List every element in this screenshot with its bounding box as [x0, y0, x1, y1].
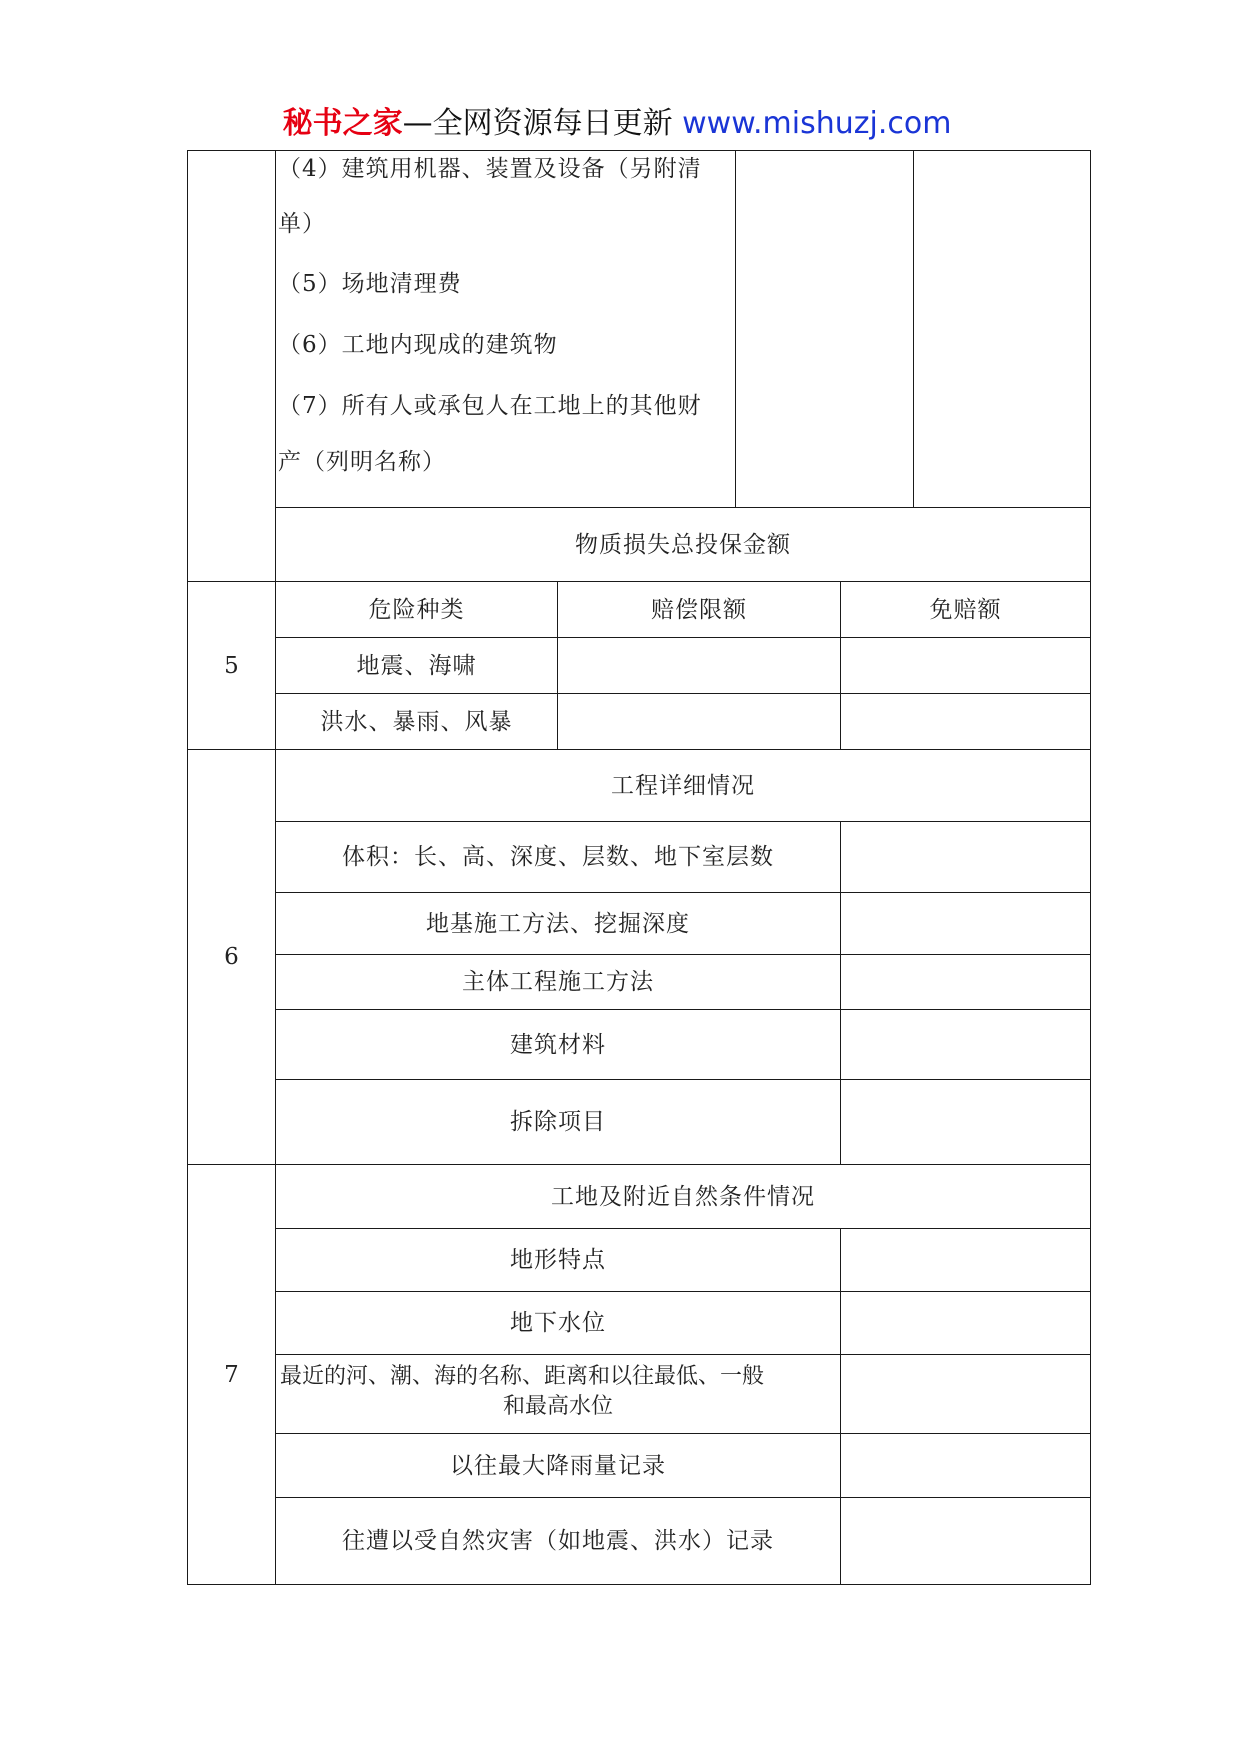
s6-row-label: 拆除项目: [510, 1109, 606, 1135]
s7-row-value-field[interactable]: [841, 1434, 1090, 1497]
s7-row-label-line2: 和最高水位: [502, 1394, 613, 1419]
s4-item-6: （6）工地内现成的建筑物: [278, 332, 558, 358]
s4-item-7-line2: 产（列明名称）: [278, 449, 446, 475]
s7-row-value-field[interactable]: [841, 1229, 1090, 1291]
s7-row-label-line1: 最近的河、潮、海的名称、距离和以往最低、一般: [280, 1364, 765, 1389]
s4-divider-1: [735, 150, 736, 507]
s6-row-value-field[interactable]: [841, 1080, 1090, 1164]
s5-row-limit-field[interactable]: [558, 638, 840, 693]
s6-row-label: 体积：长、高、深度、层数、地下室层数: [342, 844, 774, 870]
s5-row-type: 洪水、暴雨、风暴: [320, 708, 513, 735]
s5-header-type: 危险种类: [368, 596, 465, 623]
brand-name: 秘书之家: [282, 106, 403, 141]
s4-divider-2: [913, 150, 914, 507]
page-header: [0, 104, 1234, 144]
table-border-bottom: [187, 1584, 1091, 1585]
s5-header-deductible: 免赔额: [929, 596, 1002, 623]
s6-number: 6: [224, 944, 239, 970]
s7-row-label: 地形特点: [510, 1247, 606, 1273]
s4-item-7-line1: （7）所有人或承包人在工地上的其他财: [278, 393, 702, 419]
s7-row-value-field[interactable]: [841, 1498, 1090, 1584]
s7-title: 工地及附近自然条件情况: [551, 1183, 815, 1210]
s4-item-4-line2: 单）: [278, 211, 326, 237]
s5-header-limit: 赔偿限额: [651, 596, 747, 623]
site-url-link[interactable]: www.mishuzj.com: [682, 106, 952, 141]
s5-row-type: 地震、海啸: [356, 652, 477, 679]
s6-row-value-field[interactable]: [841, 1010, 1090, 1079]
s7-row-label: 往遭以受自然灾害（如地震、洪水）记录: [342, 1528, 774, 1554]
s4-item-4-line1: （4）建筑用机器、装置及设备（另附清: [278, 156, 702, 182]
s6-row-value-field[interactable]: [841, 955, 1090, 1009]
s7-number: 7: [224, 1361, 239, 1388]
table-border-top: [187, 150, 1091, 151]
s6-row-value-field[interactable]: [841, 822, 1090, 892]
s4-total-label: 物质损失总投保金额: [575, 531, 791, 558]
s5-row-deductible-field[interactable]: [841, 638, 1090, 693]
s7-row-label: 地下水位: [510, 1310, 606, 1336]
s5-number: 5: [224, 652, 239, 679]
s7-row-value-field[interactable]: [841, 1292, 1090, 1354]
s4-item-5: （5）场地清理费: [278, 271, 462, 297]
s6-row-label: 地基施工方法、挖掘深度: [426, 910, 690, 937]
s6-title: 工程详细情况: [611, 772, 755, 799]
s5-row-limit-field[interactable]: [558, 694, 840, 749]
s6-row-label: 建筑材料: [510, 1031, 606, 1058]
table-border-right: [1090, 150, 1091, 1585]
s7-row-value-field[interactable]: [841, 1355, 1090, 1433]
s6-row-value-field[interactable]: [841, 893, 1090, 954]
s6-row-label: 主体工程施工方法: [462, 969, 654, 995]
header-tagline: —全网资源每日更新: [402, 106, 673, 141]
s5-row-deductible-field[interactable]: [841, 694, 1090, 749]
s7-row-label: 以往最大降雨量记录: [450, 1452, 666, 1479]
